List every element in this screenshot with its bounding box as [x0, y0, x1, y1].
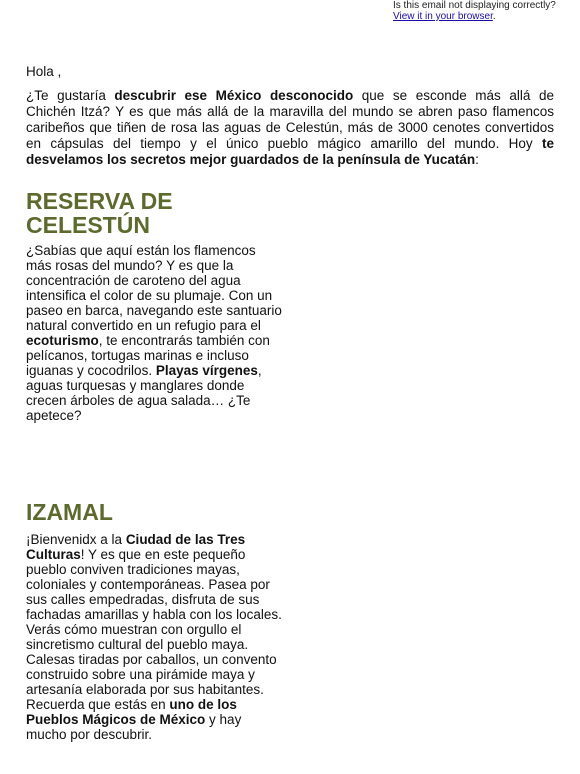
celestun-bold-2: Playas vírgenes — [155, 363, 258, 378]
section-body-izamal — [26, 532, 284, 742]
intro-bold-1: descubrir ese México desconocido — [114, 88, 354, 103]
izamal-text-2: ! Y es que en este pequeño pueblo conviven tradiciones mayas, coloniales y contemporáneas. Pasea por sus calles empedradas, disfruta de sus fachadas amarillas y habla con los locales. Verás cómo muestran con orgullo el sincretismo cultural del pueblo maya. Calesas tiradas por caballos, un convento construido sobre una pirámide maya y artesanía elaborada por sus habitantes. Recuerda que estás en — [26, 547, 282, 712]
celestun-text-2: , te encontrarás también con pelícanos, tortugas marinas e incluso iguanas y cocodrilos. — [26, 333, 270, 378]
izamal-bold-2: uno de los Pueblos Mágicos de México — [26, 697, 237, 727]
preheader-link-line — [393, 11, 556, 22]
celestun-bold-1: ecoturismo — [26, 333, 99, 348]
izamal-text-1: ¡Bienvenidx a la — [26, 532, 126, 547]
celestun-text-3: , aguas turquesas y manglares donde crecen árboles de agua salada… ¿Te apetece? — [26, 363, 262, 423]
intro-bold-2: te desvelamos los secretos mejor guardados de la península de Yucatán — [26, 136, 554, 167]
izamal-bold-1: Ciudad de las Tres Culturas — [26, 532, 246, 562]
preheader-notice: Is this email not displaying correctly? — [393, 0, 556, 11]
preheader-link-suffix: . — [492, 11, 496, 22]
intro-text-1: ¿Te gustaría — [26, 88, 115, 103]
section-title-celestun: RESERVA DE CELESTÚN — [26, 188, 173, 238]
preheader — [393, 0, 556, 22]
section-body-celestun — [26, 243, 284, 423]
intro-paragraph — [26, 88, 554, 168]
celestun-text-1: ¿Sabías que aquí están los flamencos más rosas del mundo? Y es que la concentración de caroteno del agua intensifica el color de su plumaje. Con un paseo en barca, navegando este santuario natural convertido en un refugio para el — [26, 243, 282, 333]
greeting: Hola , — [26, 64, 62, 79]
izamal-text-3: y hay mucho por descubrir. — [26, 712, 242, 742]
view-in-browser-link[interactable]: View it in your browser — [393, 11, 493, 22]
section-title-izamal: IZAMAL — [26, 499, 113, 525]
intro-text-3: : — [475, 152, 479, 167]
intro-text-2: que se esconde más allá de Chichén Itzá? Y es que más allá de la maravilla del mundo se abren paso flamencos caribeños que tiñen de rosa las aguas de Celestún, más de 3000 cenotes convertidos en cápsulas del tiempo y el único pueblo mágico amarillo del mundo. Hoy — [26, 88, 554, 151]
